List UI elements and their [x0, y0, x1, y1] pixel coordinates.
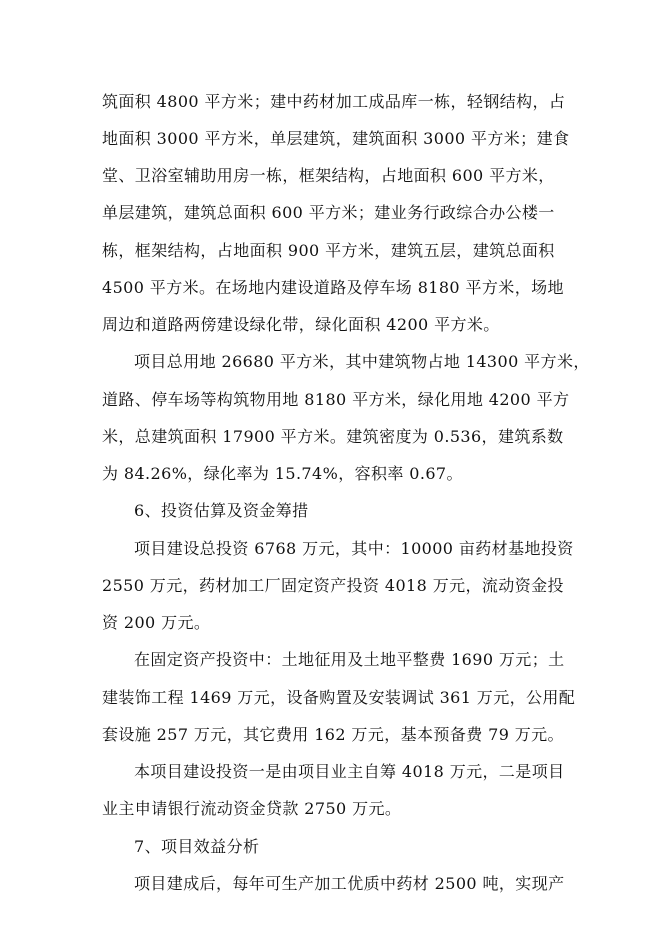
paragraph-first-line: 项目建成后，每年可生产加工优质中药材 2500 吨，实现产 — [134, 874, 565, 893]
text-line: 道路、停车场等构筑物用地 8180 平方米，绿化用地 4200 平方 — [102, 390, 570, 409]
paragraph-first-line: 项目建设总投资 6768 万元，其中：10000 亩药材基地投资 — [134, 539, 574, 558]
section-heading: 7、项目效益分析 — [134, 837, 260, 856]
text-line: 单层建筑，建筑总面积 600 平方米；建业务行政综合办公楼一 — [102, 203, 555, 222]
text-line: 地面积 3000 平方米，单层建筑，建筑面积 3000 平方米；建食 — [102, 129, 570, 148]
text-line: 套设施 257 万元，其它费用 162 万元，基本预备费 79 万元。 — [102, 725, 564, 744]
section-heading: 6、投资估算及资金筹措 — [134, 501, 309, 520]
text-line: 米，总建筑面积 17900 平方米。建筑密度为 0.536，建筑系数 — [102, 427, 564, 446]
text-line: 周边和道路两傍建设绿化带，绿化面积 4200 平方米。 — [102, 315, 500, 334]
text-line: 4500 平方米。在场地内建设道路及停车场 8180 平方米，场地 — [102, 278, 564, 297]
text-line: 2550 万元，药材加工厂固定资产投资 4018 万元，流动资金投 — [102, 576, 564, 595]
text-line: 为 84.26%，绿化率为 15.74%，容积率 0.67。 — [102, 464, 463, 483]
paragraph-first-line: 项目总用地 26680 平方米，其中建筑物占地 14300 平方米， — [134, 352, 590, 371]
text-line: 筑面积 4800 平方米；建中药材加工成品库一栋，轻钢结构，占 — [102, 92, 566, 111]
paragraph-first-line: 在固定资产投资中：土地征用及土地平整费 1690 万元；土 — [134, 650, 565, 669]
text-line: 栋，框架结构，占地面积 900 平方米，建筑五层，建筑总面积 — [102, 241, 555, 260]
paragraph-first-line: 本项目建设投资一是由项目业主自筹 4018 万元，二是项目 — [134, 762, 565, 781]
text-line: 资 200 万元。 — [102, 613, 211, 632]
text-line: 业主申请银行流动资金贷款 2750 万元。 — [102, 799, 402, 818]
text-line: 堂、卫浴室辅助用房一栋，框架结构，占地面积 600 平方米， — [102, 166, 555, 185]
text-line: 建装饰工程 1469 万元，设备购置及安装调试 361 万元，公用配 — [102, 688, 576, 707]
